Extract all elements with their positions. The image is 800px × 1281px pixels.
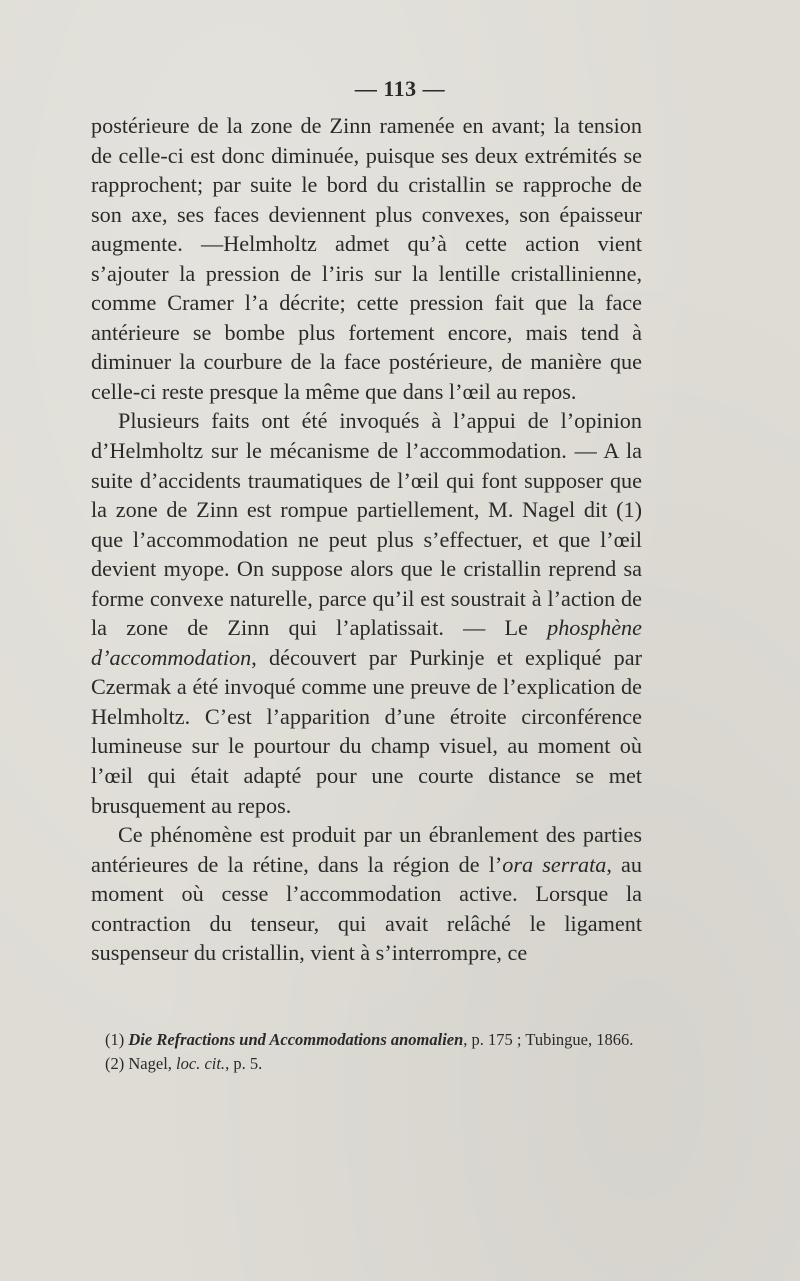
paragraph-text: , au moment où cesse l’accommodation active. Lorsque la contraction du tenseur, qui avait relâché le ligament suspenseur du cristallin, vient à s’interrompre, ce	[91, 851, 643, 966]
footnote-title: Die Refractions und Accommodations anomalien	[128, 1030, 464, 1049]
paragraph-text: postérieure de la zone de Zinn ramenée en avant; la tension de celle-ci est donc diminuée, puisque ses deux extrémités se rapprochent; par suite le bord du cristallin se rapproche de son axe, ses faces deviennent plus convexes, son épaisseur augmente. —Helmholtz admet qu’à cette action vient s’ajouter la pression de l’iris sur la lentille cristallinienne, comme Cramer l’a décrite; cette pression fait que la face antérieure se bombe plus fortement encore, mais tend à diminuer la courbure de la face postérieure, de manière que celle-ci reste presque la même que dans l’œil au repos.	[91, 113, 642, 404]
footnote-ref: loc. cit.	[176, 1053, 226, 1073]
paragraph-text: Plusieurs faits ont été invoqués à l’appui de l’opinion d’Helmholtz sur le mécanisme de l’accommodation. — A la suite d’accidents traumatiques de l’œil qui font supposer que la zone de Zinn est rompue partiellement, M. Nagel dit (1) que l’accommodation ne peut plus s’effectuer, et que l’œil devient myope. On suppose alors que le cristallin reprend sa forme convexe naturelle, parce qu’il est soustrait à l’action de la zone de Zinn qui l’aplatissait. — Le	[91, 408, 642, 641]
italic-term: ora serrata	[502, 851, 607, 877]
footnote-number: (2)	[105, 1053, 125, 1073]
footnote-2	[91, 1052, 642, 1076]
page-number: — 113 —	[354, 76, 446, 101]
paragraph-text: Ce phénomène est produit par un ébranlement des parties antérieures de la rétine, dans la région de l’	[91, 822, 642, 877]
paragraph-1	[91, 111, 642, 406]
italic-term: phosphène d’accommodation	[91, 615, 642, 670]
footnote-1	[91, 1028, 642, 1052]
footnote-number: (1)	[105, 1030, 125, 1049]
footnote-text: , p. 175 ; Tubingue, 1866.	[463, 1030, 634, 1049]
paragraph-3	[91, 820, 642, 968]
footnotes	[91, 1028, 642, 1075]
footnote-text: , p. 5.	[225, 1053, 263, 1073]
footnote-author: Nagel,	[128, 1053, 177, 1073]
paragraph-text: , découvert par Purkinje et expliqué par Czermak a été invoqué comme une preuve de l’explication de Helmholtz. C’est l’apparition d’une étroite circonférence lumineuse sur le pourtour du champ visuel, au moment où l’œil qui était adapté pour une courte distance se met brusquement au repos.	[91, 644, 642, 818]
body-text	[91, 111, 642, 968]
paragraph-2	[91, 406, 642, 820]
